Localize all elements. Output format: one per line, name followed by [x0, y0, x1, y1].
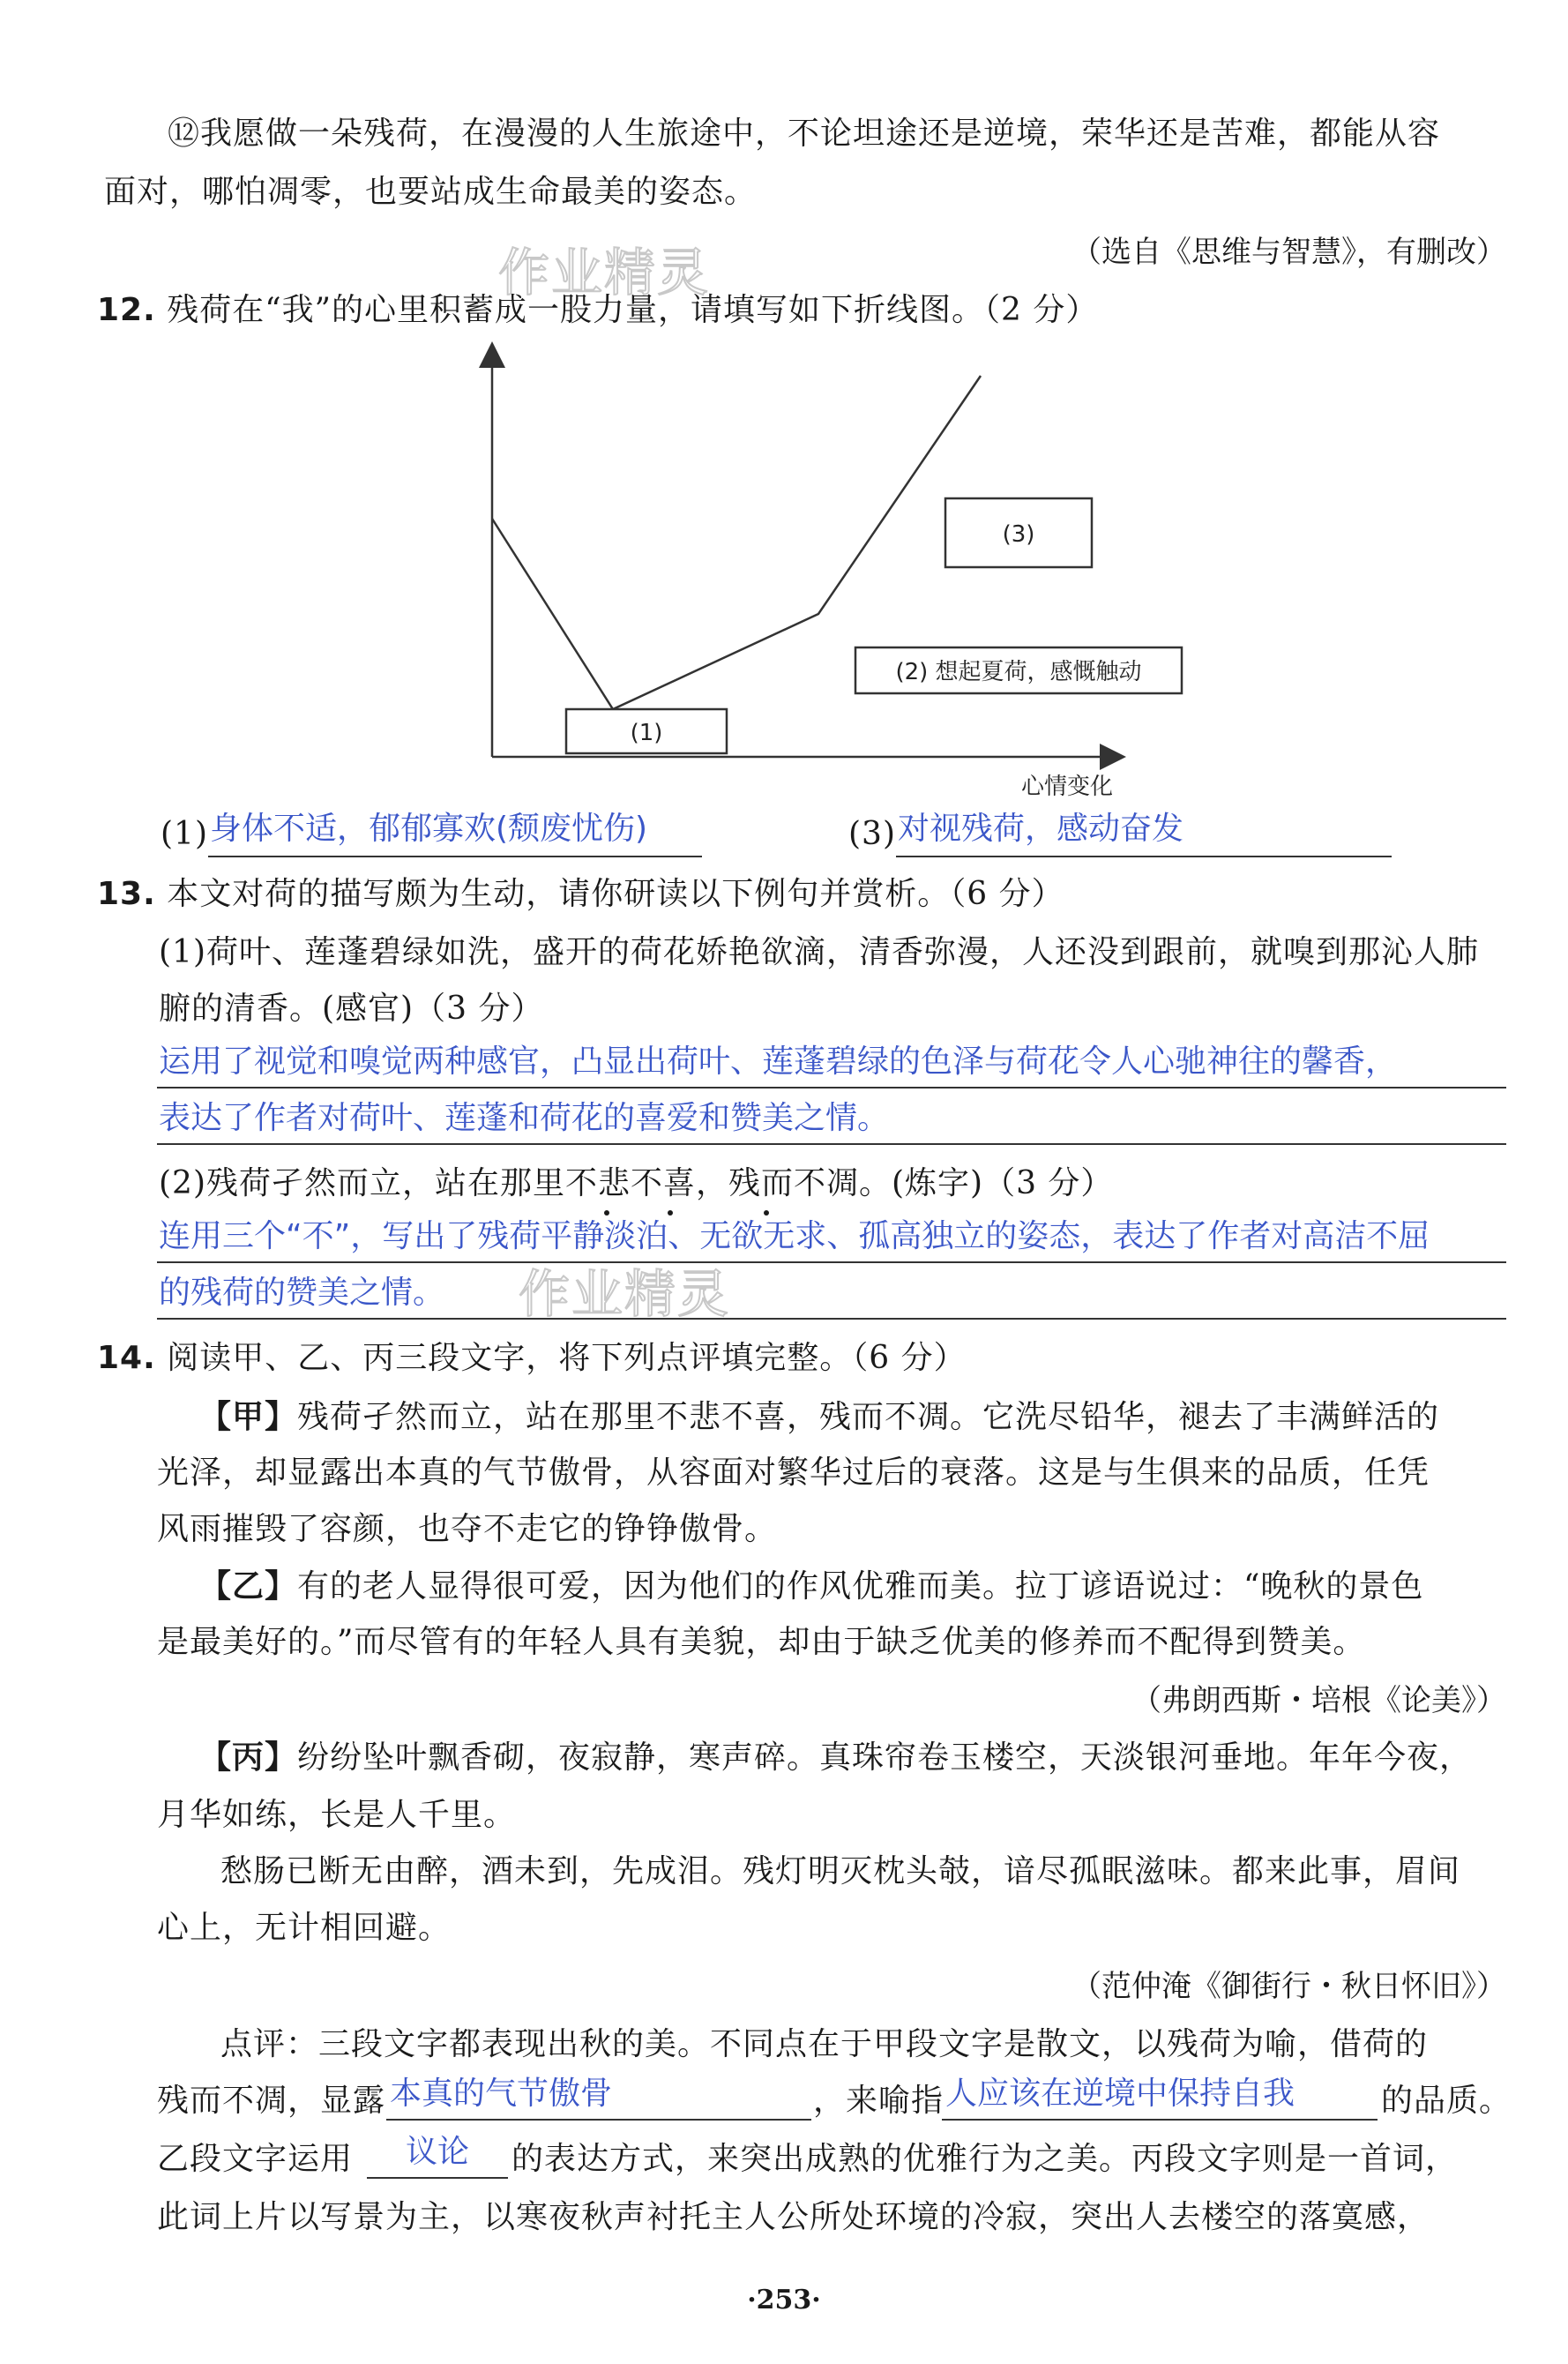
- q14-text: 阅读甲、乙、丙三段文字，将下列点评填完整。（6 分）: [167, 1340, 967, 1376]
- box-3-label: (3): [1002, 521, 1035, 548]
- q13-answer1-line1: 运用了视觉和嗅觉两种感官，凸显出荷叶、莲蓬碧绿的色泽与荷花令人心驰神往的馨香，: [159, 1044, 1398, 1080]
- para12-source: （选自《思维与智慧》，有删改）: [1071, 235, 1506, 270]
- q12-number: 12.: [97, 292, 156, 328]
- q14-number: 14.: [97, 1340, 156, 1376]
- q13-answer2-line2: 的残荷的赞美之情。: [159, 1275, 445, 1311]
- line-chart: [0, 0, 1568, 820]
- q14-comment-line4: 此词上片以写景为主，以寒夜秋声衬托主人公所处环境的冷寂，突出人去楼空的落寞感，: [157, 2199, 1430, 2235]
- q12-text: 残荷在“我”的心里积蓄成一股力量，请填写如下折线图。（2 分）: [167, 292, 1099, 328]
- q13-number: 13.: [97, 876, 156, 912]
- para12-line1: ⑫我愿做一朵残荷，在漫漫的人生旅途中，不论坦途还是逆境，荣华还是苦难，都能从容: [168, 116, 1441, 152]
- watermark: 作业精灵: [519, 1264, 731, 1324]
- q13-answer2-underline2: [157, 1318, 1506, 1320]
- q14-comment-line2-a: 残而不凋，显露: [157, 2083, 386, 2119]
- box-2-label: (2) 想起夏荷，感慨触动: [895, 659, 1142, 685]
- q14-comment-line3-b: 的表达方式，来突出成熟的优雅行为之美。丙段文字则是一首词，: [511, 2141, 1459, 2177]
- q14-comment-line2-b: ，来喻指: [813, 2083, 945, 2119]
- q12-answer3-underline: [896, 856, 1392, 857]
- q14-answer-blank3: 议论: [406, 2134, 470, 2170]
- para12-line2: 面对，哪怕凋零，也要站成生命最美的姿态。: [104, 174, 758, 210]
- q14-comment-line2-c: 的品质。: [1381, 2083, 1512, 2119]
- q14-blank1-underline: [386, 2119, 811, 2121]
- q13-answer2-line1: 连用三个“不”，写出了残荷平静淡泊、无欲无求、孤高独立的姿态，表达了作者对高洁不屈: [159, 1218, 1430, 1254]
- yi-line1-text: 有的老人显得很可爱，因为他们的作风优雅而美。拉丁谚语说过：“晚秋的景色: [297, 1568, 1424, 1605]
- watermark: 作业精灵: [498, 243, 711, 303]
- q14-yi-line2: 是最美好的。”而尽管有的年轻人具有美貌，却由于缺乏优美的修养而不配得到赞美。: [157, 1624, 1366, 1660]
- page-number: ·253·: [747, 2285, 821, 2315]
- q14-jia-line3: 风雨摧毁了容颜，也夺不走它的铮铮傲骨。: [157, 1511, 778, 1547]
- jia-tag: 【甲】: [199, 1398, 298, 1435]
- q14-jia-line1: [199, 1395, 1439, 1439]
- q14-yi-line1: [199, 1565, 1423, 1608]
- q13-s2: (2)残荷孑然而立，站在那里不悲不喜，残而不凋。(炼字)（3 分）: [159, 1165, 1114, 1201]
- q14-bing-line1: [199, 1736, 1472, 1779]
- q14-jia-line2: 光泽，却显露出本真的气节傲骨，从容面对繁华过后的衰落。这是与生俱来的品质，任凭: [157, 1455, 1430, 1491]
- yi-tag: 【乙】: [199, 1567, 298, 1605]
- bing-line1-text: 纷纷坠叶飘香砌，夜寂静，寒声碎。真珠帘卷玉楼空，天淡银河垂地。年年今夜，: [297, 1739, 1473, 1776]
- q14-bing-line4: 心上，无计相回避。: [157, 1910, 452, 1946]
- q14-comment-line3-a: 乙段文字运用: [157, 2141, 354, 2177]
- q13-question: [97, 873, 1064, 916]
- q14-blank3-underline: [367, 2177, 508, 2179]
- box-2: [855, 647, 1182, 693]
- q14-answer-blank1: 本真的气节傲骨: [390, 2076, 613, 2112]
- q13-answer1-line2: 表达了作者对荷叶、莲蓬和荷花的喜爱和赞美之情。: [159, 1100, 890, 1136]
- q14-comment-line1: 点评：三段文字都表现出秋的美。不同点在于甲段文字是散文，以残荷为喻，借荷的: [220, 2026, 1429, 2062]
- x-axis-label: 心情变化: [1020, 774, 1114, 800]
- q14-blank2-underline: [942, 2119, 1378, 2121]
- q13-s1-line1: (1)荷叶、莲蓬碧绿如洗，盛开的荷花娇艳欲滴，清香弥漫，人还没到跟前，就嗅到那沁人肺: [159, 934, 1479, 970]
- q14-question: [97, 1337, 967, 1380]
- q13-answer1-underline2: [157, 1143, 1506, 1145]
- q12-answer3: 对视残荷，感动奋发: [898, 811, 1184, 847]
- q13-answer1-underline1: [157, 1087, 1506, 1088]
- q14-yi-source: （弗朗西斯・培根《论美》）: [1131, 1683, 1506, 1718]
- q12-answer1-label: (1): [161, 816, 208, 852]
- q14-bing-source: （范仲淹《御街行・秋日怀旧》）: [1071, 1969, 1506, 2004]
- jia-line1-text: 残荷孑然而立，站在那里不悲不喜，残而不凋。它洗尽铅华，褪去了丰满鲜活的: [297, 1399, 1440, 1435]
- bing-tag: 【丙】: [199, 1739, 298, 1776]
- q14-answer-blank2: 人应该在逆境中保持自我: [945, 2076, 1295, 2112]
- q13-text: 本文对荷的描写颇为生动，请你研读以下例句并赏析。（6 分）: [167, 876, 1064, 912]
- q12-answer1: 身体不适，郁郁寡欢(颓废忧伤): [210, 811, 648, 847]
- box-1: [566, 709, 727, 753]
- q13-s1-line2: 腑的清香。(感官)（3 分）: [159, 991, 544, 1027]
- q12-answer1-underline: [208, 856, 702, 857]
- q14-bing-line2: 月华如练，长是人千里。: [157, 1797, 517, 1833]
- box-1-label: (1): [630, 720, 663, 746]
- box-3: [945, 498, 1092, 567]
- q12-answer3-label: (3): [848, 816, 896, 852]
- q14-bing-line3: 愁肠已断无由醉，酒未到，先成泪。残灯明灭枕头攲，谙尽孤眠滋味。都来此事，眉间: [220, 1853, 1461, 1889]
- q13-answer2-underline1: [157, 1261, 1506, 1263]
